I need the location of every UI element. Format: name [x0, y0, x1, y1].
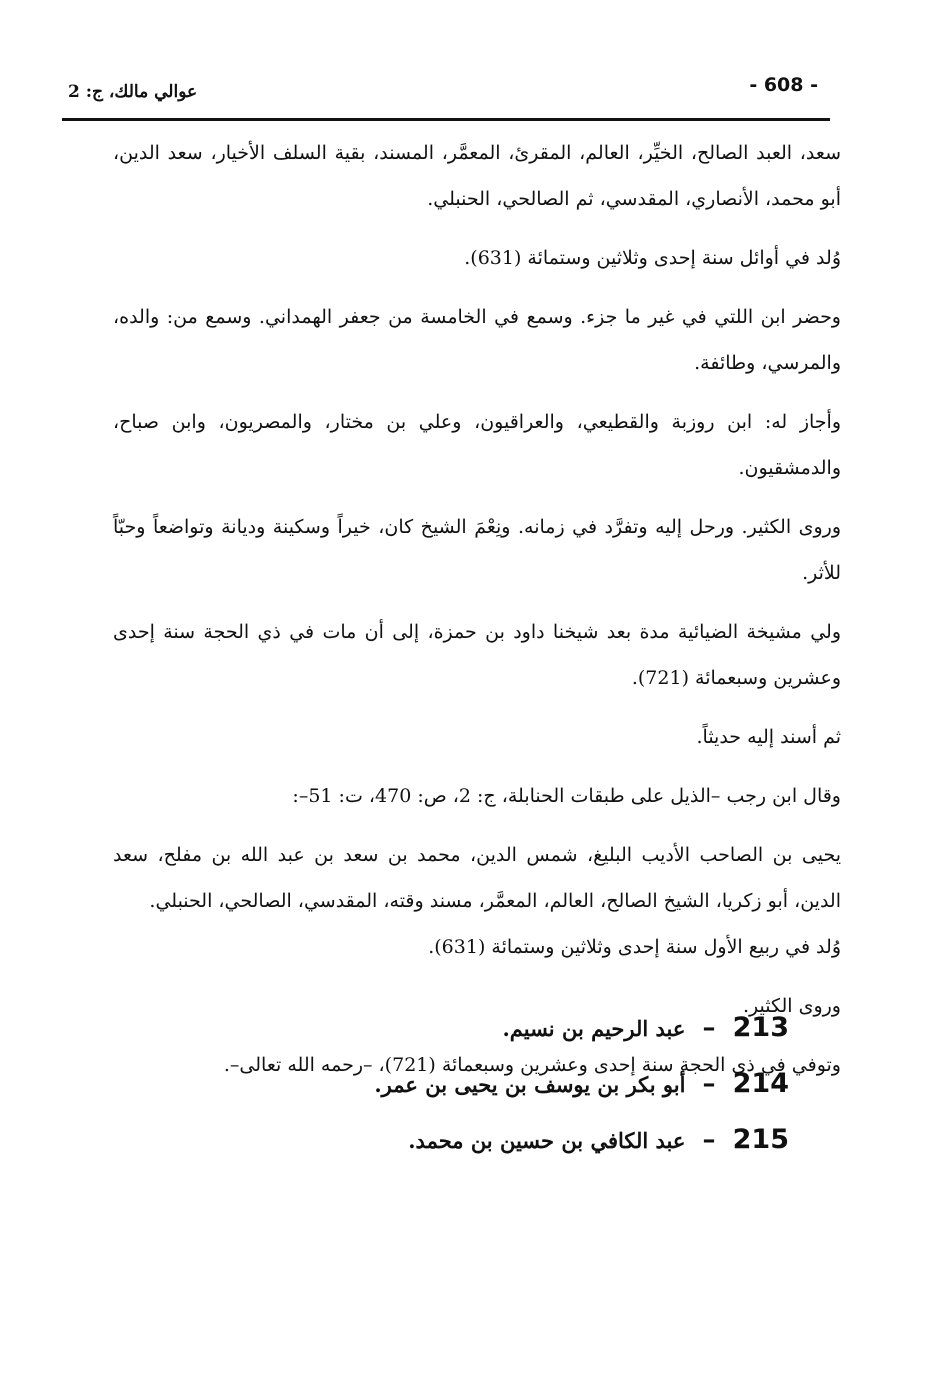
- entry-list: [269, 1012, 789, 1180]
- paragraph: وُلد في أوائل سنة إحدى وثلاثين وستمائة (631).: [464, 247, 841, 269]
- entry-name: عبد الرحيم بن نسيم.: [502, 1016, 686, 1041]
- running-title: عوالي مالك، ج: 2: [68, 82, 198, 102]
- header-rule: [62, 118, 830, 121]
- entry-dash: –: [702, 1013, 716, 1043]
- page-header: [60, 72, 828, 112]
- entry-dash: –: [702, 1125, 716, 1155]
- paragraph: يحيى بن الصاحب الأديب البليغ، شمس الدين، محمد بن سعد بن عبد الله بن مفلح، سعد الدين، أبو زكريا، الشيخ الصالح، العالم، المعمَّر، مسند وقته، المقدسي، الصالحي، الحنبلي.: [113, 844, 841, 912]
- entry-215: [269, 1124, 789, 1180]
- paragraph: سعد، العبد الصالح، الخيِّر، العالم، المقرئ، المعمَّر، المسند، بقية السلف الأخيار، سعد الدين، أبو محمد، الأنصاري، المقدسي، ثم الصالحي، الحنبلي.: [113, 142, 841, 210]
- paragraph: وتوفي في ذي الحجة سنة إحدى وعشرين وسبعمائة (721)، –رحمه الله تعالى–.: [223, 1054, 841, 1076]
- paragraph: ولي مشيخة الضيائية مدة بعد شيخنا داود بن حمزة، إلى أن مات في ذي الحجة سنة إحدى وعشرين وسبعمائة (721).: [113, 621, 841, 689]
- entry-name: عبد الكافي بن حسين بن محمد.: [408, 1128, 686, 1153]
- paragraph: وروى الكثير. ورحل إليه وتفرَّد في زمانه. ونِعْمَ الشيخ كان، خيراً وسكينة وديانة وتواضعاً وحبّاً للأثر.: [113, 516, 841, 584]
- paragraph: ثم أسند إليه حديثاً.: [696, 726, 841, 748]
- paragraph: وروى الكثير.: [743, 995, 841, 1017]
- entry-dash: –: [702, 1069, 716, 1099]
- paragraph: وحضر ابن اللتي في غير ما جزء. وسمع في الخامسة من جعفر الهمداني. وسمع من: والده، والمرسي، وطائفة.: [113, 306, 841, 374]
- entry-number: 215: [732, 1124, 789, 1155]
- entry-number: 214: [732, 1068, 789, 1099]
- entry-name: أبو بكر بن يوسف بن يحيى بن عمر.: [374, 1072, 686, 1097]
- paragraph: وقال ابن رجب –الذيل على طبقات الحنابلة، ج: 2، ص: 470، ت: 51–:: [292, 785, 841, 807]
- entry-214: [269, 1068, 789, 1124]
- paragraph: وُلد في ربيع الأول سنة إحدى وثلاثين وستمائة (631).: [428, 936, 841, 958]
- entry-number: 213: [732, 1012, 789, 1043]
- entry-213: [269, 1012, 789, 1068]
- paragraph: وأجاز له: ابن روزبة والقطيعي، والعراقيون، وعلي بن مختار، والمصريون، وابن صباح، والدمشقيون.: [113, 411, 841, 479]
- body-text: [113, 130, 841, 1101]
- page-number: - 608 -: [749, 74, 818, 96]
